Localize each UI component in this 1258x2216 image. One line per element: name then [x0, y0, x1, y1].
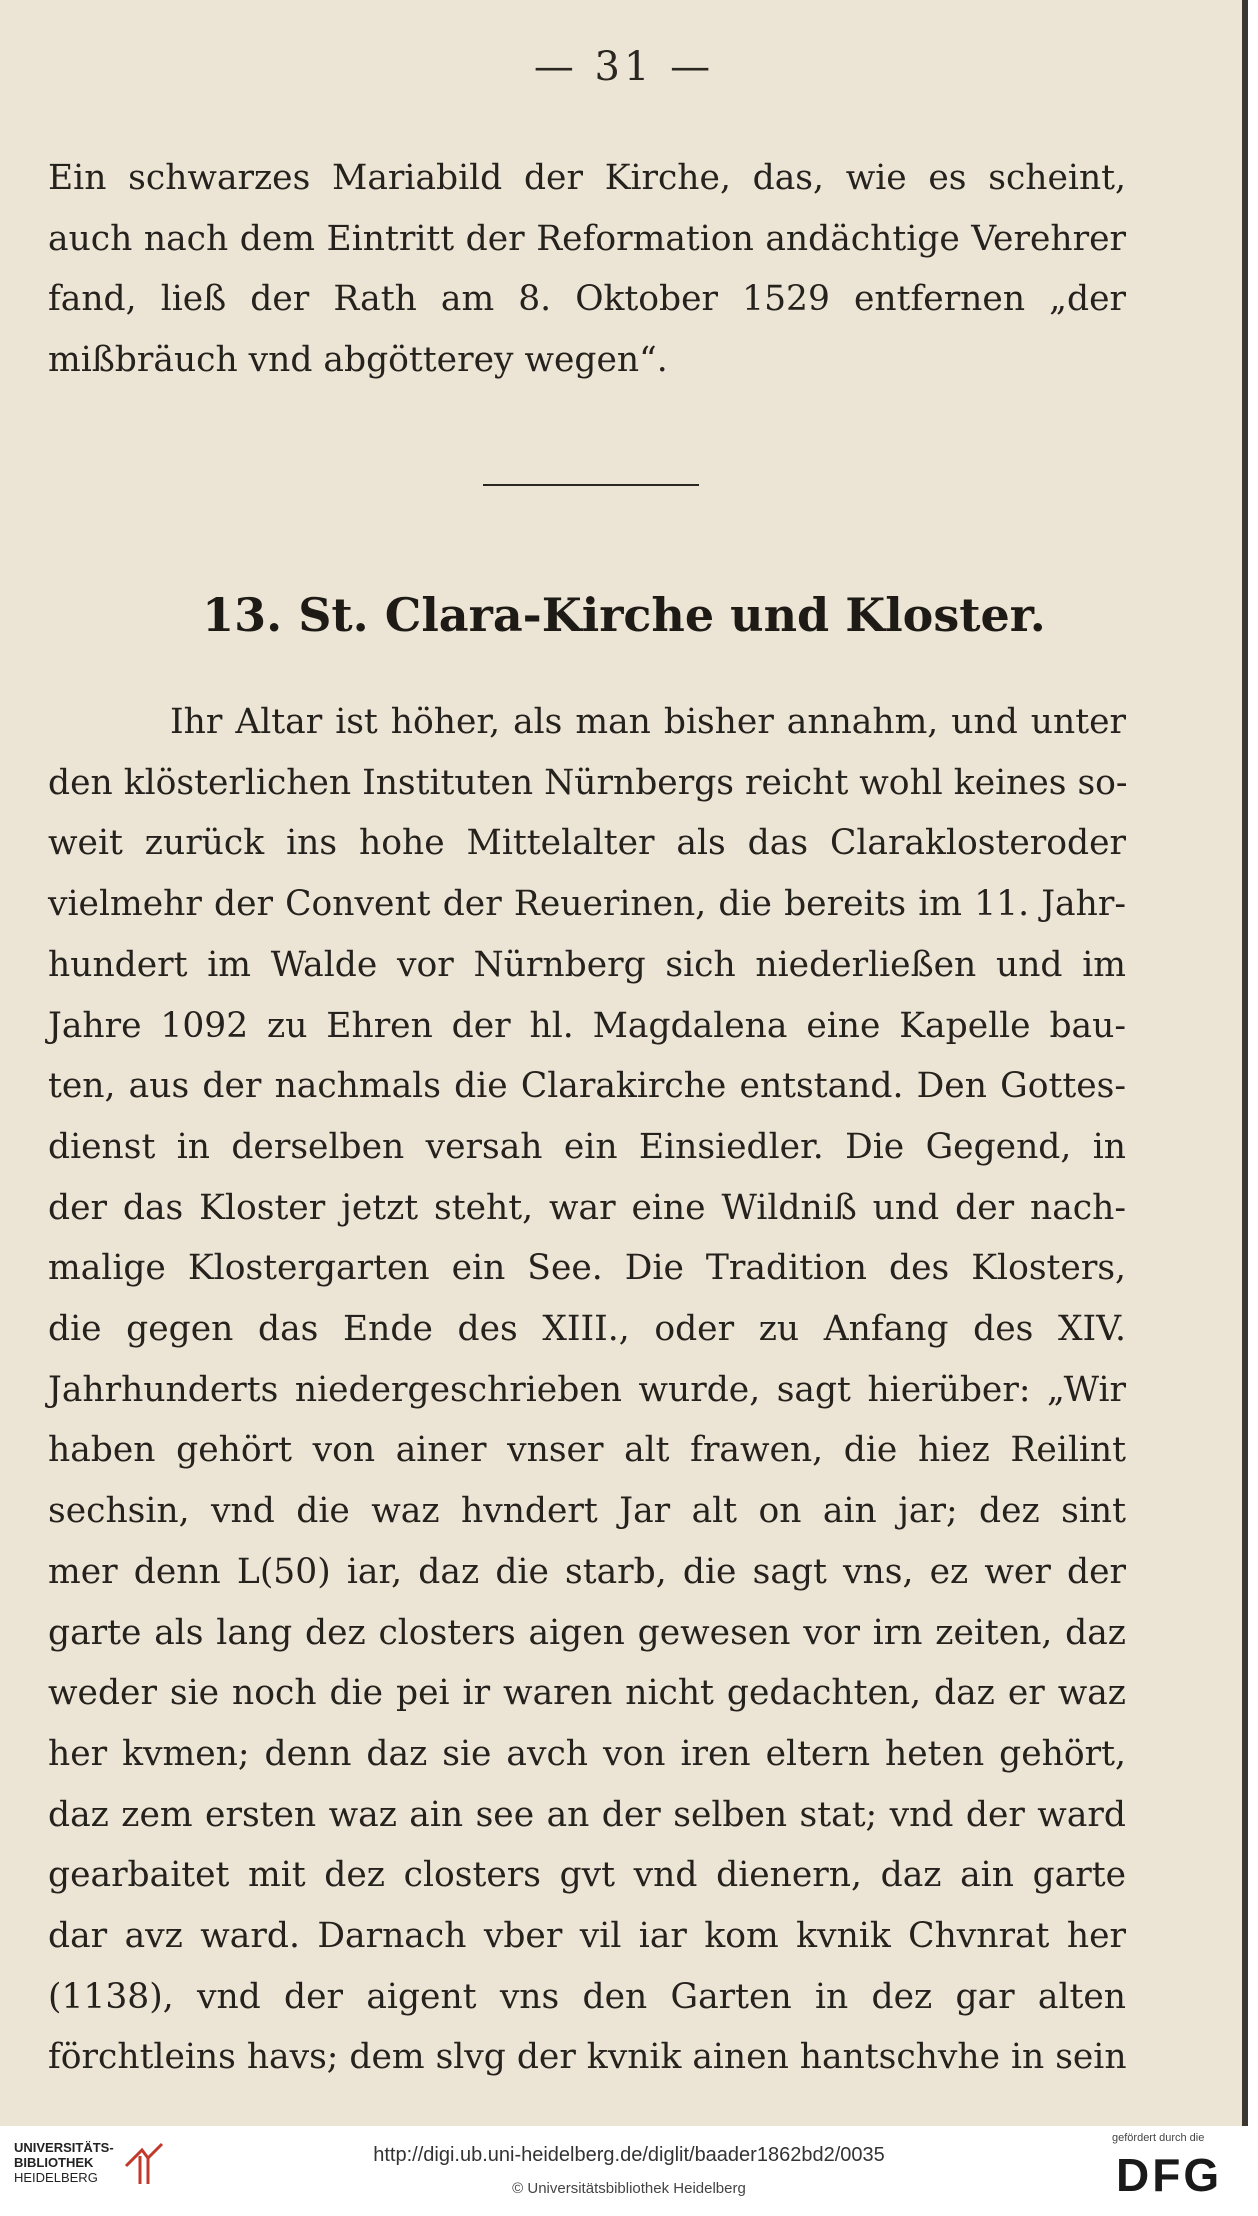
text-line: dienst in derselben versah ein Einsiedler. Die Gegend, in — [48, 1126, 1126, 1167]
text-line: her kvmen; denn daz sie avch von iren eltern heten gehört, — [48, 1733, 1126, 1774]
permalink-url[interactable]: http://digi.ub.uni-heidelberg.de/diglit/baader1862bd2/0035 — [373, 2144, 885, 2166]
text-line: mer denn L(50) iar, daz die starb, die sagt vns, ez wer der — [48, 1551, 1126, 1592]
section-separator — [483, 484, 699, 486]
text-line: Jahrhunderts niedergeschrieben wurde, sagt hierüber: „Wir — [48, 1369, 1126, 1410]
text-line: Ein schwarzes Mariabild der Kirche, das, wie es scheint, — [48, 158, 1126, 198]
paragraph-clara-kirche — [48, 692, 1126, 2088]
library-name-line: UNIVERSITÄTS- — [14, 2140, 114, 2155]
text-line: auch nach dem Eintritt der Reformation andächtige Verehrer — [48, 218, 1126, 259]
text-line: ten, aus der nachmals die Clarakirche entstand. Den Gottes- — [48, 1066, 1126, 1107]
library-name-line: HEIDELBERG — [14, 2170, 98, 2185]
text-line: (1138), vnd der aigent vns den Garten in dez gar alten — [48, 1976, 1126, 2017]
page-number: — 31 — — [533, 44, 715, 90]
text-line: fand, ließ der Rath am 8. Oktober 1529 entfernen „der — [48, 279, 1126, 320]
section-heading: 13. St. Clara-Kirche und Kloster. — [202, 588, 1046, 642]
viewer-footer — [0, 2126, 1258, 2216]
text-line: den klösterlichen Instituten Nürnbergs reicht wohl keines so- — [48, 762, 1128, 803]
text-line: vielmehr der Convent der Reuerinen, die bereits im 11. Jahr- — [48, 884, 1126, 925]
text-line: hundert im Walde vor Nürnberg sich niederließen und im — [48, 944, 1126, 985]
text-line: gearbaitet mit dez closters gvt vnd dienern, daz ain garte — [48, 1855, 1126, 1896]
text-line: sechsin, vnd die waz hvndert Jar alt on ain jar; dez sint — [48, 1491, 1126, 1532]
text-line: garte als lang dez closters aigen gewesen vor irn zeiten, daz — [48, 1612, 1126, 1653]
text-line: förchtleins havs; dem slvg der kvnik ainen hantschvhe in sein — [48, 2037, 1127, 2078]
text-line: der das Kloster jetzt steht, war eine Wildniß und der nach- — [48, 1187, 1126, 1228]
text-line: haben gehört von ainer vnser alt frawen, die hiez Reilint — [48, 1430, 1126, 1471]
text-line: die gegen das Ende des XIII., oder zu Anfang des XIV. — [48, 1309, 1126, 1350]
sponsor-note: gefördert durch die — [1112, 2132, 1205, 2144]
library-name-line: BIBLIOTHEK — [14, 2155, 94, 2170]
text-line: malige Klostergarten ein See. Die Tradition des Klosters, — [48, 1248, 1126, 1289]
paragraph-mariabild — [48, 148, 1126, 391]
copyright-notice: © Universitätsbibliothek Heidelberg — [512, 2180, 746, 2197]
text-line: weder sie noch die pei ir waren nicht gedachten, daz er waz — [48, 1673, 1126, 1714]
text-line: Ihr Altar ist höher, als man bisher annahm, und unter — [170, 702, 1126, 742]
text-line: dar avz ward. Darnach vber vil iar kom kvnik Chvnrat her — [48, 1916, 1126, 1957]
dfg-logo[interactable]: DFG — [1116, 2149, 1223, 2201]
text-line: Jahre 1092 zu Ehren der hl. Magdalena eine Kapelle bau- — [48, 1005, 1126, 1046]
text-line: daz zem ersten waz ain see an der selben stat; vnd der ward — [48, 1794, 1126, 1835]
text-line: weit zurück ins hohe Mittelalter als das Claraklosteroder — [48, 823, 1126, 864]
text-line: mißbräuch vnd abgötterey wegen“. — [48, 340, 668, 381]
